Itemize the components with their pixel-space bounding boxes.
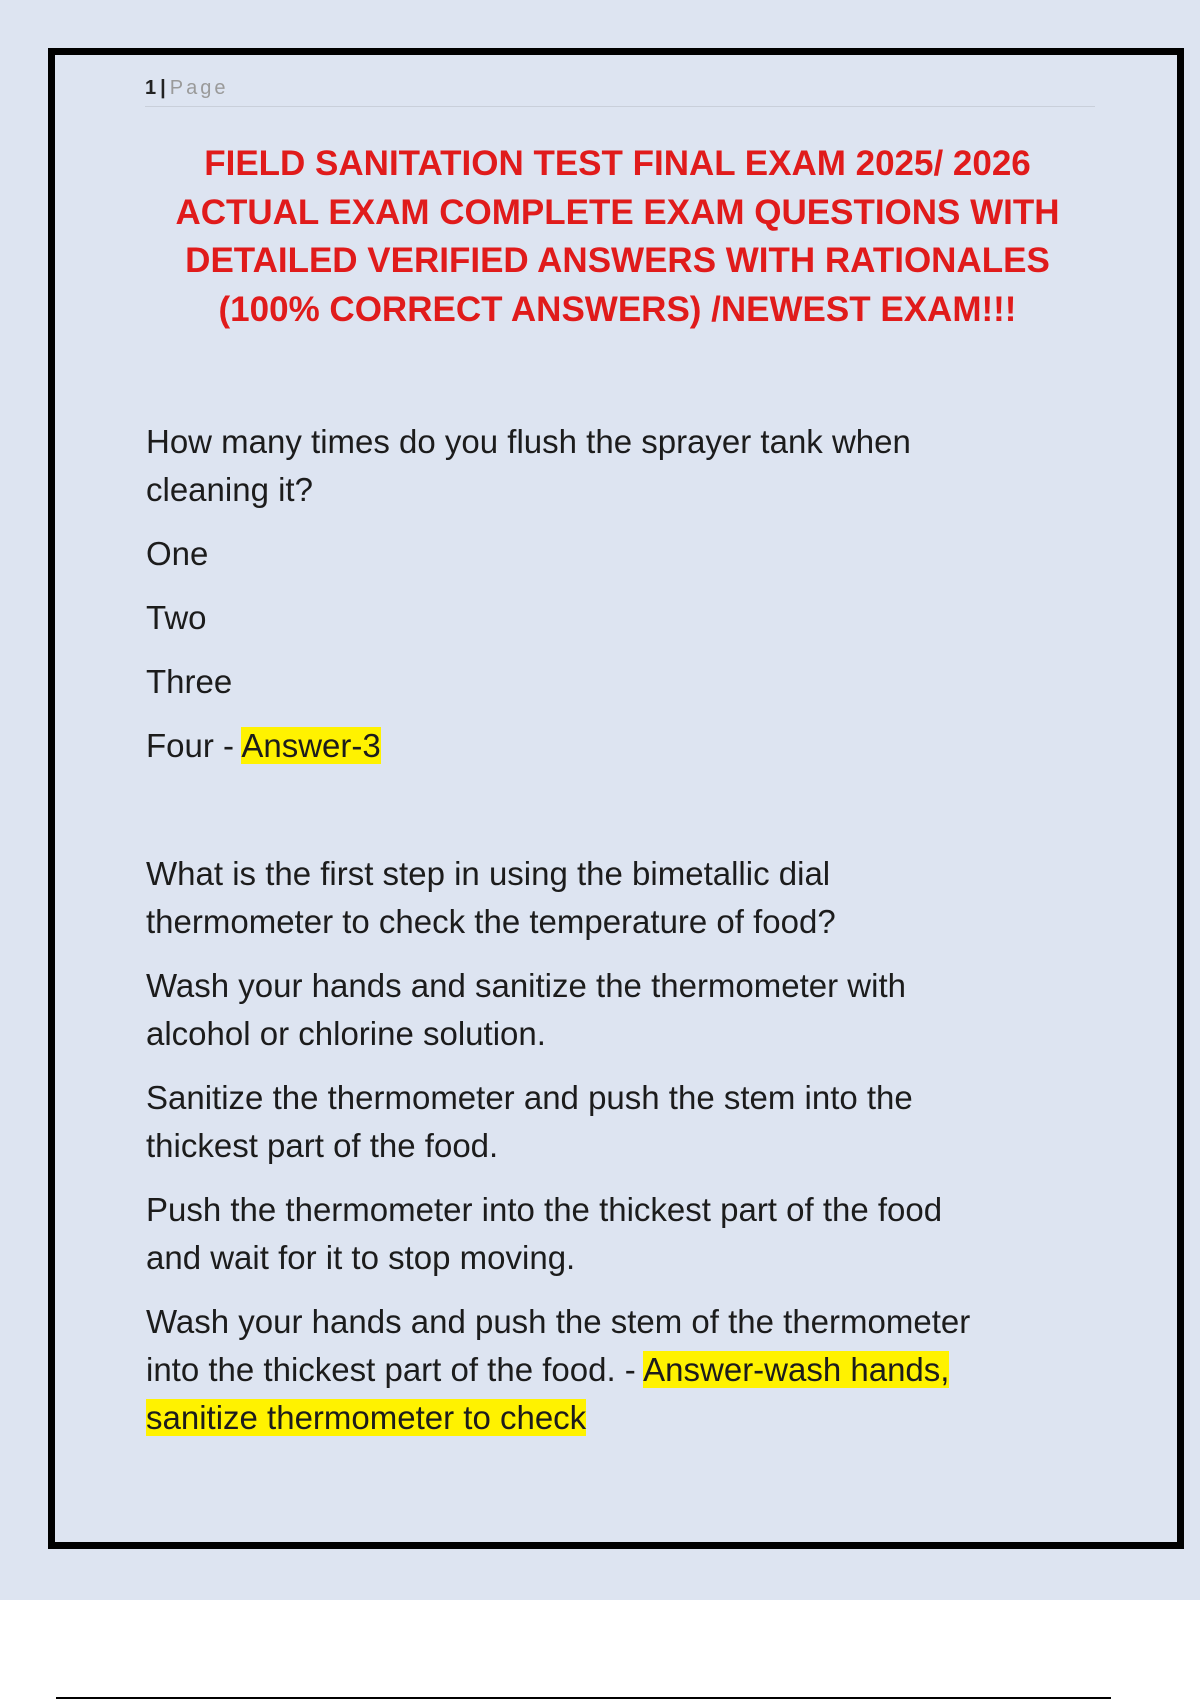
option-text: Four - xyxy=(146,727,242,764)
option-one: One xyxy=(146,535,209,572)
page-number: 1 xyxy=(145,77,157,99)
highlighted-answer: Answer-wash hands, xyxy=(643,1351,950,1388)
page-header xyxy=(145,75,1095,107)
title-line: DETAILED VERIFIED ANSWERS WITH RATIONALES xyxy=(185,241,1050,280)
title-line: FIELD SANITATION TEST FINAL EXAM 2025/ 2026 xyxy=(204,144,1031,183)
option-d: Wash your hands and push the stem of the thermometer into the thickest part of the food. - Answer-wash hands, sanitize thermometer to check xyxy=(146,1303,971,1436)
question-stem xyxy=(146,418,1096,514)
page-label: Page xyxy=(169,77,229,99)
stem-line: thermometer to check the temperature of food? xyxy=(146,903,836,940)
title-line: (100% CORRECT ANSWERS) /NEWEST EXAM!!! xyxy=(218,289,1017,329)
question-stem xyxy=(146,850,1096,946)
option-two: Two xyxy=(146,599,207,636)
option-text: into the thickest part of the food. - xyxy=(146,1351,644,1388)
bottom-divider xyxy=(56,1697,1111,1699)
option-four xyxy=(146,722,1096,770)
exam-content xyxy=(146,418,1096,1458)
option-c: Push the thermometer into the thickest part of the food and wait for it to stop moving. xyxy=(146,1191,943,1276)
question-2 xyxy=(146,850,1096,1442)
stem-line: How many times do you flush the sprayer tank when xyxy=(146,423,911,460)
document-title xyxy=(140,140,1095,334)
stem-line: What is the first step in using the bimetallic dial xyxy=(146,855,831,892)
stem-line: cleaning it? xyxy=(146,471,313,508)
question-1 xyxy=(146,418,1096,770)
option-a: Wash your hands and sanitize the thermometer with alcohol or chlorine solution. xyxy=(146,967,906,1052)
option-three: Three xyxy=(146,663,233,700)
highlighted-answer: Answer-3 xyxy=(241,727,381,764)
title-line: ACTUAL EXAM COMPLETE EXAM QUESTIONS WITH xyxy=(175,192,1060,232)
option-b: Sanitize the thermometer and push the stem into the thickest part of the food. xyxy=(146,1079,913,1164)
highlighted-answer: sanitize thermometer to check xyxy=(146,1399,587,1436)
page-separator: | xyxy=(160,77,166,99)
